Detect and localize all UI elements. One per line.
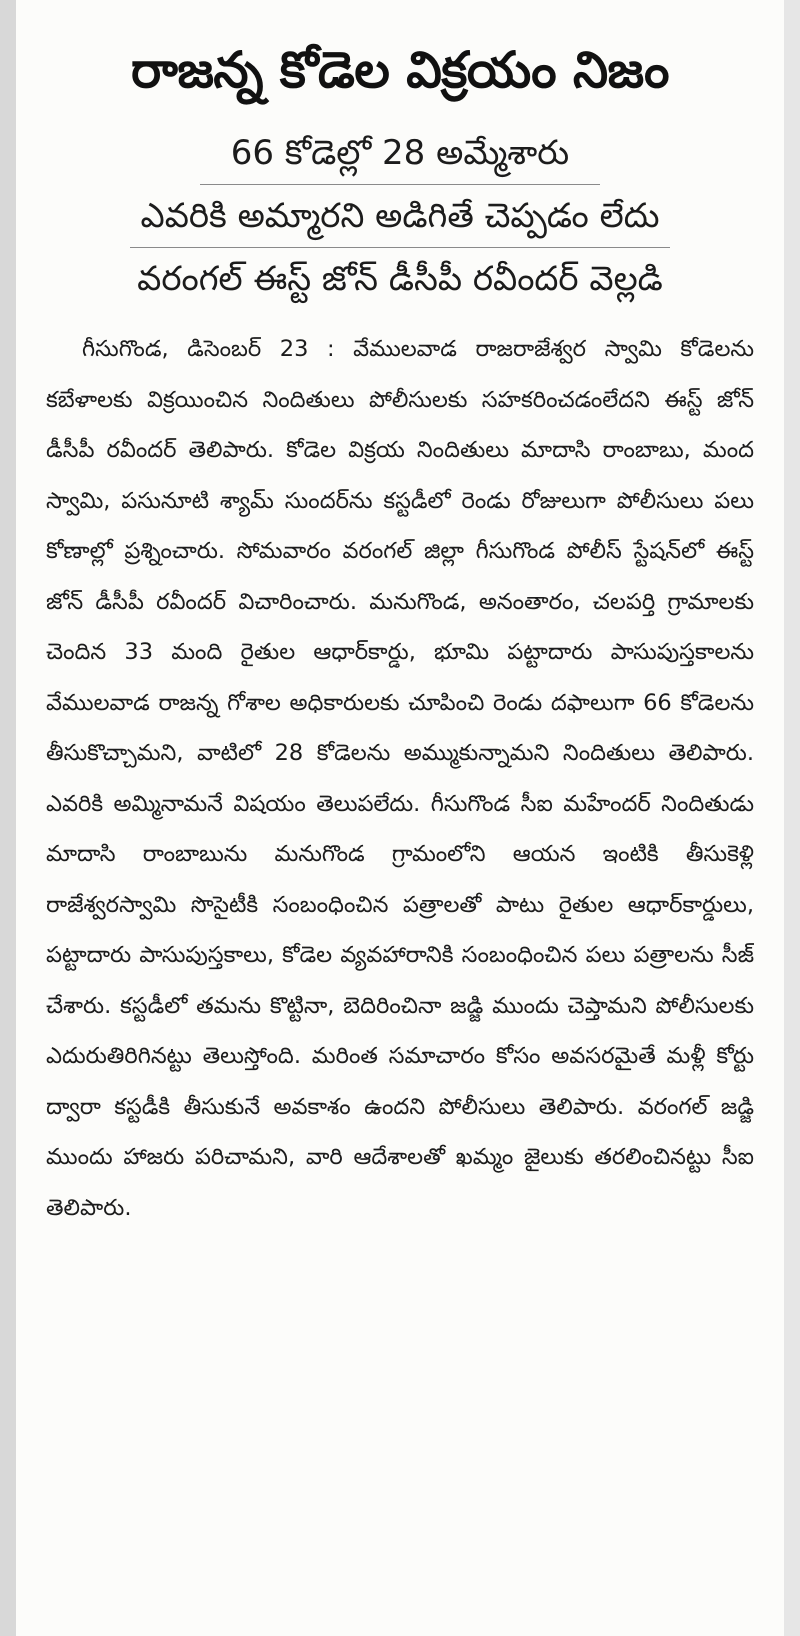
newspaper-clipping xyxy=(16,0,784,1636)
headline: రాజన్న కోడెల విక్రయం నిజం xyxy=(131,41,669,99)
subheading-3: వరంగల్ ఈస్ట్ జోన్ డీసీపీ రవీందర్ వెల్లడి xyxy=(137,259,663,299)
article-body: గీసుగొండ, డిసెంబర్ 23 : వేములవాడ రాజరాజేశ్వర స్వామి కోడెలను కబేళాలకు విక్రయించిన నిందితులు పోలీసులకు సహకరించడంలేదని ఈస్ట్ జోన్ డీసీపీ రవీందర్ తెలిపారు. కోడెల విక్రయ నిందితులు మాదాసి రాంబాబు, మంద స్వామి, పసునూటి శ్యామ్ సుందర్‌ను కస్టడీలో రెండు రోజులుగా పోలీసులు పలు కోణాల్లో ప్రశ్నించారు. సోమవారం వరంగల్ జిల్లా గీసుగొండ పోలీస్ స్టేషన్‌లో ఈస్ట్ జోన్ డీసీపీ రవీందర్ విచారించారు. మనుగొండ, అనంతారం, చలపర్తి గ్రామాలకు చెందిన 33 మంది రైతుల ఆధార్‌కార్డు, భూమి పట్టాదారు పాసుపుస్తకాలను వేములవాడ రాజన్న గోశాల అధికారులకు చూపించి రెండు దఫాలుగా 66 కోడెలను తీసుకొచ్చామని, వాటిలో 28 కోడెలను అమ్ముకున్నామని నిందితులు తెలిపారు. ఎవరికి అమ్మినామనే విషయం తెలుపలేదు. గీసుగొండ సీఐ మహేందర్ నిందితుడు మాదాసి రాంబాబును మనుగొండ గ్రామంలోని ఆయన ఇంటికి తీసుకెళ్లి రాజేశ్వరస్వామి సొసైటీకి సంబంధించిన పత్రాలతో పాటు రైతుల ఆధార్‌కార్డులు, పట్టాదారు పాసుపుస్తకాలు, కోడెల వ్యవహారానికి సంబంధించిన పలు పత్రాలను సీజ్ చేశారు. కస్టడీలో తమను కొట్టినా, బెదిరించినా జడ్జి ముందు చెప్తామని పోలీసులకు ఎదురుతిరిగినట్టు తెలుస్తోంది. మరింత సమాచారం కోసం అవసరమైతే మళ్లీ కోర్టు ద్వారా కస్టడీకి తీసుకునే అవకాశం ఉందని పోలీసులు తెలిపారు. వరంగల్ జడ్జి ముందు హాజరు పరిచామని, వారి ఆదేశాలతో ఖమ్మం జైలుకు తరలించినట్టు సీఐ తెలిపారు. xyxy=(46,336,754,1221)
right-margin-strip xyxy=(784,0,800,1636)
subheading-1: 66 కోడెల్లో 28 అమ్మేశారు xyxy=(230,133,570,173)
subheading-2: ఎవరికి అమ్మారని అడిగితే చెప్పడం లేదు xyxy=(140,196,660,236)
left-margin-strip xyxy=(0,0,16,1636)
